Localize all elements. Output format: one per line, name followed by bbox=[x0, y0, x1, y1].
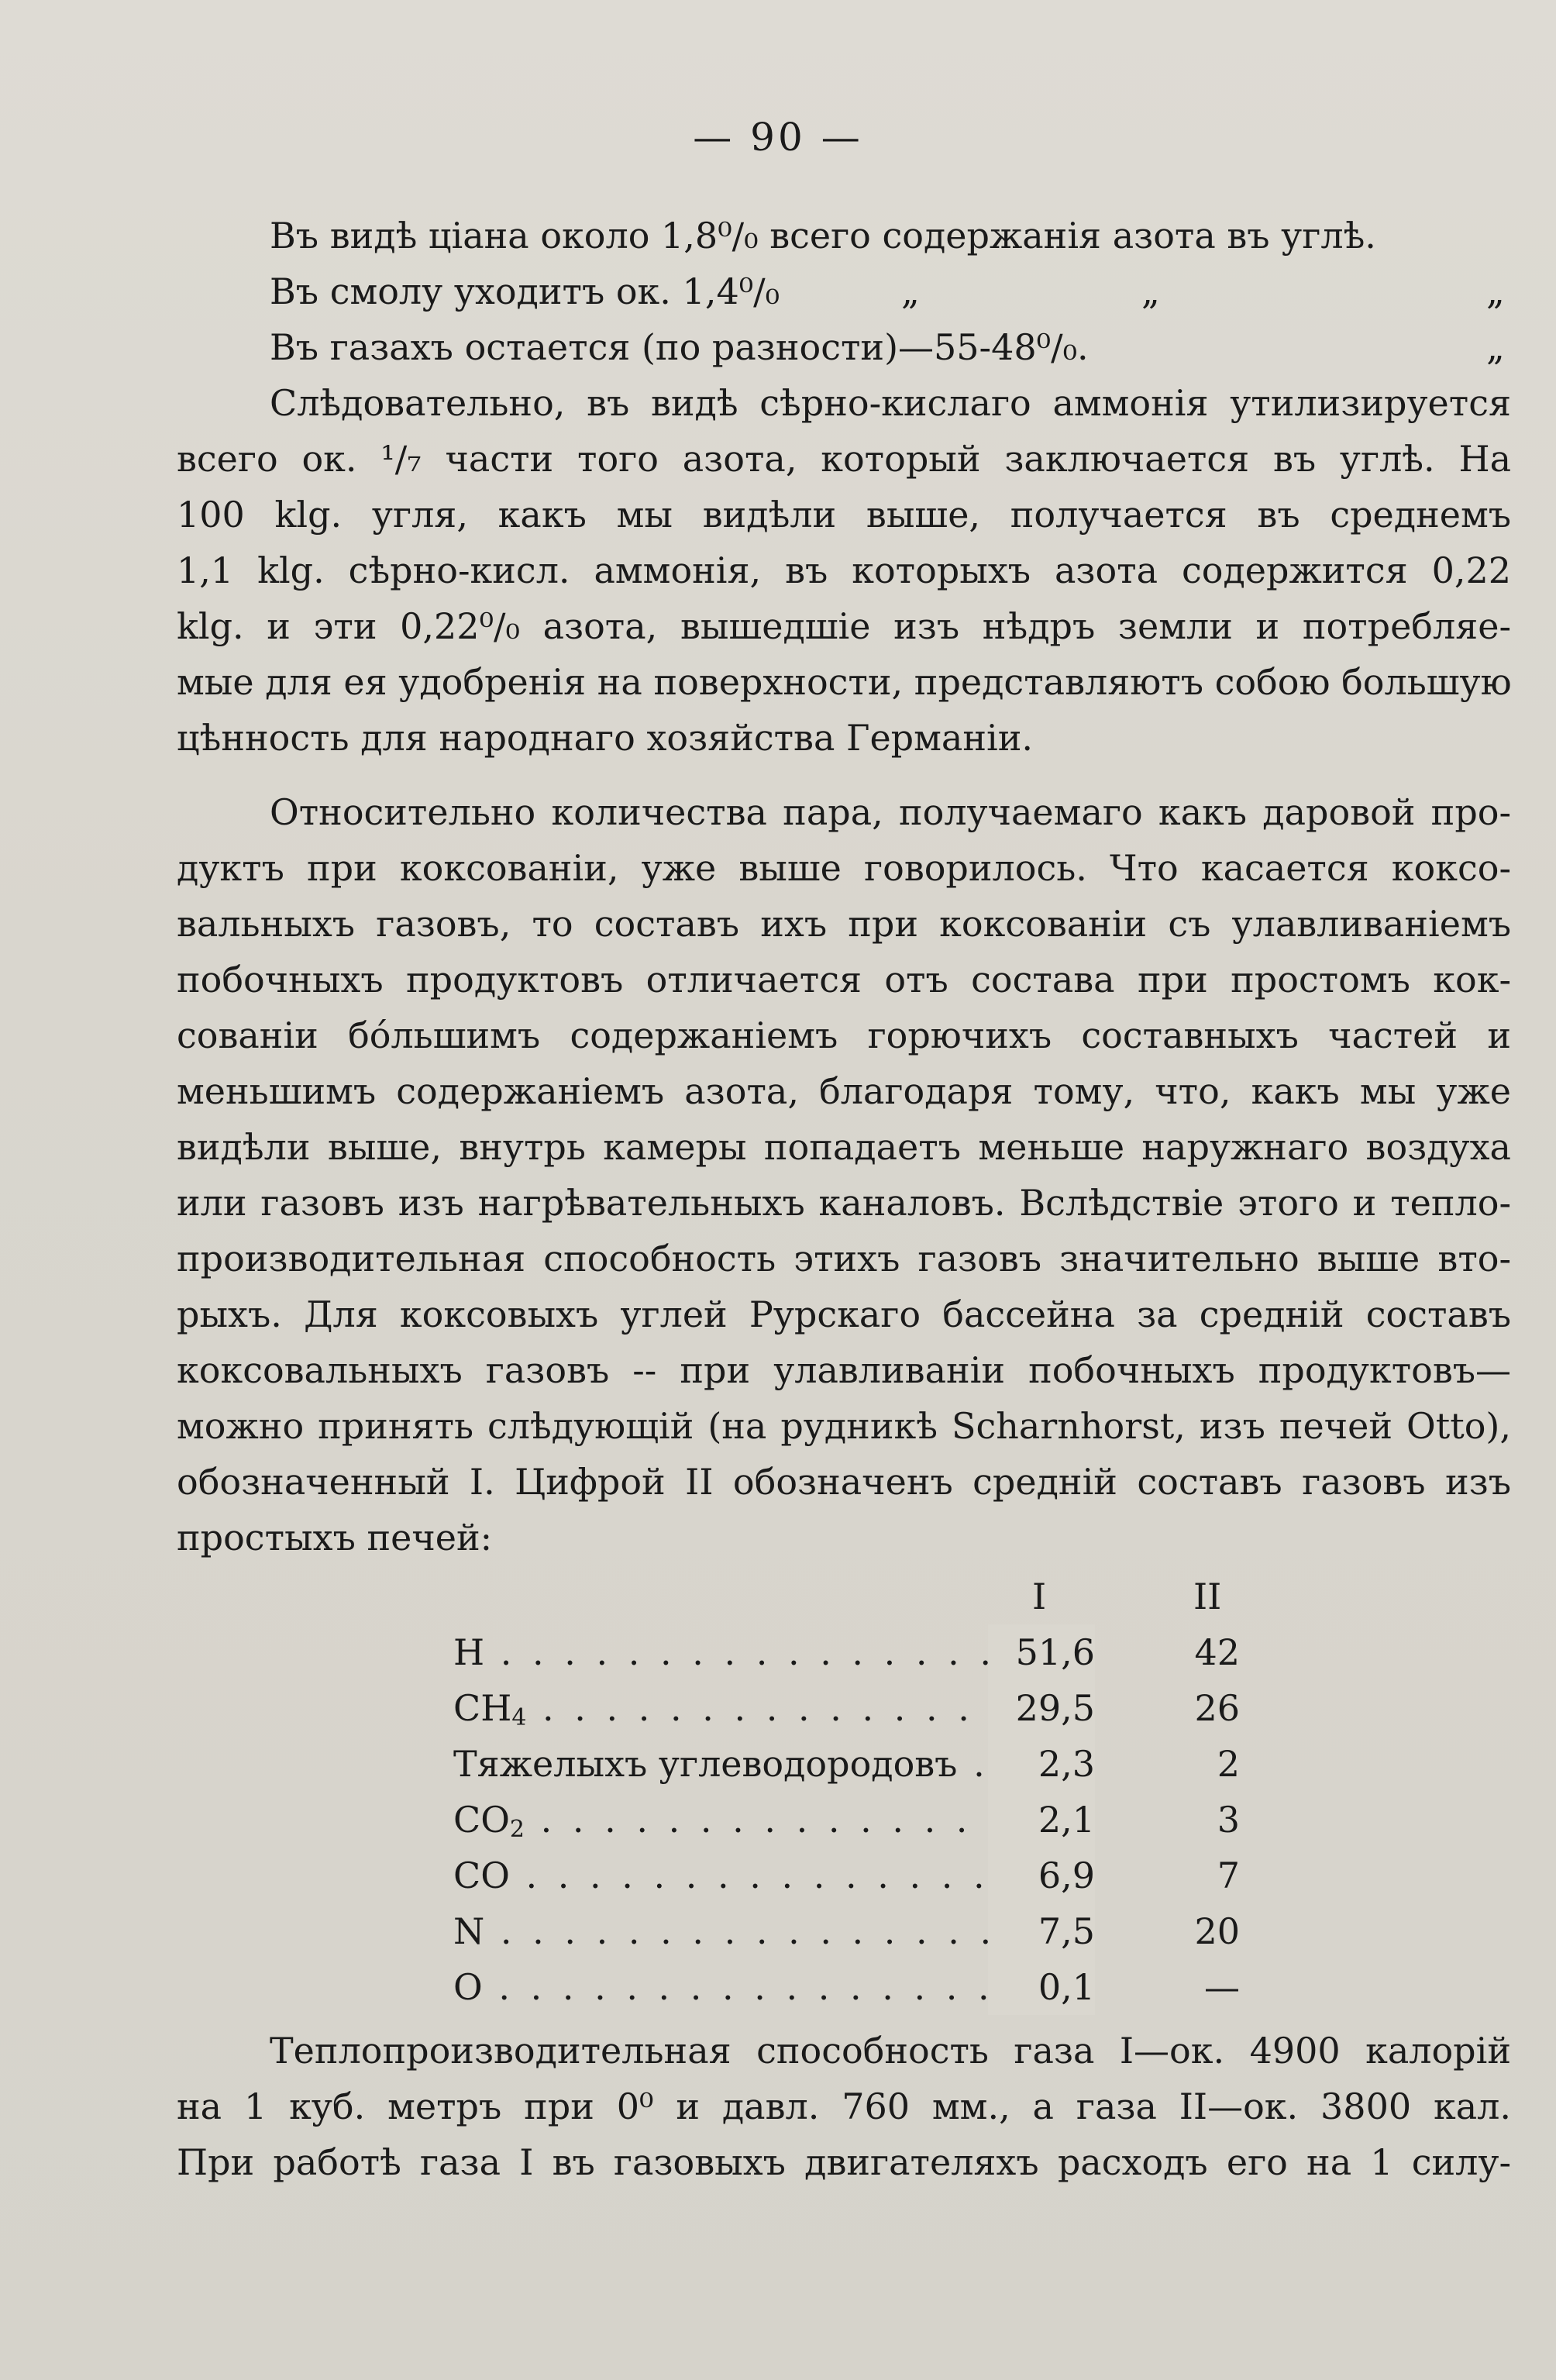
table-row bbox=[453, 1624, 1240, 1680]
lead-line-text: Въ газахъ остается (по разности)—55-48⁰/₀. bbox=[270, 326, 1089, 368]
value-ii: 42 bbox=[1194, 1631, 1240, 1673]
component-name: H bbox=[453, 1631, 485, 1673]
text-line: меньшимъ содержаніемъ азота, благодаря тому, что, какъ мы уже bbox=[177, 1070, 1511, 1112]
text-line: коксовальныхъ газовъ -- при улавливаніи побочныхъ продуктовъ— bbox=[177, 1349, 1511, 1391]
table-row bbox=[453, 1736, 1240, 1792]
value-i: 29,5 bbox=[988, 1680, 1095, 1736]
text-line: побочныхъ продуктовъ отличается отъ состава при простомъ кок- bbox=[177, 959, 1511, 1001]
text-line: Относительно количества пара, получаемаго какъ даровой про- bbox=[270, 791, 1511, 833]
column-header-ii: II bbox=[1193, 1576, 1222, 1617]
text-line: всего ок. ¹/₇ части того азота, который заключается въ углѣ. На bbox=[177, 438, 1511, 480]
text-line: вальныхъ газовъ, то составъ ихъ при коксованіи съ улавливаніемъ bbox=[177, 903, 1511, 945]
text-line: производительная способность этихъ газовъ значительно выше вто- bbox=[177, 1238, 1511, 1280]
text-line: простыхъ печей: bbox=[177, 1517, 493, 1559]
component-subscript: 2 bbox=[509, 1816, 525, 1843]
text-line: klg. и эти 0,22⁰/₀ азота, вышедшіе изъ нѣдръ земли и потребляе- bbox=[177, 605, 1511, 647]
text-line: При работѣ газа I въ газовыхъ двигателяхъ расходъ его на 1 силу- bbox=[177, 2141, 1511, 2183]
component-name: O bbox=[453, 1966, 483, 2008]
ditto-mark: „ bbox=[901, 270, 920, 312]
table-row bbox=[453, 1903, 1240, 1959]
text-line: Слѣдовательно, въ видѣ сѣрно-кислаго аммонія утилизируется bbox=[270, 382, 1511, 424]
table-row bbox=[453, 1848, 1240, 1903]
text-line: сованіи бо́льшимъ содержаніемъ горючихъ составныхъ частей и bbox=[177, 1014, 1511, 1056]
component-name: CH bbox=[453, 1687, 512, 1729]
value-ii: 20 bbox=[1194, 1910, 1240, 1952]
text-line: цѣнность для народнаго хозяйства Германіи. bbox=[177, 717, 1033, 759]
component-name: CO bbox=[453, 1799, 510, 1841]
lead-line-gas bbox=[177, 319, 1511, 375]
table-row bbox=[453, 1959, 1240, 2015]
table-body bbox=[453, 1624, 1240, 2015]
lead-line-text: Въ смолу уходитъ ок. 1,4⁰/₀ bbox=[270, 270, 780, 312]
text-line: 100 klg. угля, какъ мы видѣли выше, получается въ среднемъ bbox=[177, 494, 1511, 536]
text-line: рыхъ. Для коксовыхъ углей Рурскаго бассейна за средній составъ bbox=[177, 1293, 1511, 1335]
ditto-mark: „ bbox=[1486, 270, 1505, 312]
component-name: CO bbox=[453, 1855, 510, 1896]
page-number: — 90 — bbox=[693, 115, 863, 160]
text-line: Теплопроизводительная способность газа I—ок. 4900 калорій bbox=[270, 2030, 1511, 2072]
nitrogen-distribution-lines bbox=[177, 208, 1511, 375]
value-ii: 2 bbox=[1217, 1743, 1240, 1785]
lead-line-text: Въ видѣ ціана около 1,8⁰/₀ всего содержанія азота въ углѣ. bbox=[270, 215, 1376, 257]
lead-line-cyan bbox=[177, 208, 1511, 263]
paragraph-ammonium bbox=[177, 375, 1511, 766]
text-line: можно принять слѣдующій (на рудникѣ Scharnhorst, изъ печей Otto), bbox=[177, 1405, 1511, 1447]
component-subscript: 4 bbox=[511, 1704, 527, 1731]
ditto-mark: „ bbox=[1486, 326, 1505, 368]
value-ii: 7 bbox=[1217, 1855, 1240, 1896]
gas-composition-table bbox=[453, 1569, 1240, 2015]
text-line: видѣли выше, внутрь камеры попадаетъ меньше наружнаго воздуха bbox=[177, 1126, 1511, 1168]
paragraph-coking-gases bbox=[177, 784, 1511, 1565]
column-header-i: I bbox=[1032, 1576, 1047, 1617]
text-line: дуктъ при коксованіи, уже выше говорилось. Что касается коксо- bbox=[177, 847, 1511, 889]
paragraph-calorific-value bbox=[177, 2023, 1511, 2190]
component-label bbox=[453, 1959, 1054, 2025]
text-line: или газовъ изъ нагрѣвательныхъ каналовъ. Вслѣдствіе этого и тепло- bbox=[177, 1182, 1511, 1224]
table-header bbox=[453, 1569, 1228, 1624]
text-line: мые для ея удобренія на поверхности, представляютъ собою большую bbox=[177, 661, 1512, 703]
value-i: 7,5 bbox=[988, 1903, 1095, 1959]
value-i: 2,1 bbox=[988, 1792, 1095, 1848]
value-i: 51,6 bbox=[988, 1624, 1095, 1680]
ditto-mark: „ bbox=[1141, 270, 1160, 312]
value-ii: 26 bbox=[1194, 1687, 1240, 1729]
text-line: на 1 куб. метръ при 0⁰ и давл. 760 мм., а газа II—ок. 3800 кал. bbox=[177, 2086, 1511, 2127]
value-ii: — bbox=[1204, 1966, 1240, 2008]
value-i: 6,9 bbox=[988, 1848, 1095, 1903]
lead-line-tar bbox=[177, 263, 1511, 319]
value-ii: 3 bbox=[1217, 1799, 1240, 1841]
component-name: Тяжелыхъ углеводородовъ bbox=[453, 1743, 958, 1785]
text-line: обозначенный I. Цифрой II обозначенъ средній составъ газовъ изъ bbox=[177, 1461, 1511, 1503]
table-row bbox=[453, 1680, 1240, 1736]
value-i: 0,1 bbox=[988, 1959, 1095, 2015]
table-row bbox=[453, 1792, 1240, 1848]
component-name: N bbox=[453, 1910, 485, 1952]
text-line: 1,1 klg. сѣрно-кисл. аммонія, въ которыхъ азота содержится 0,22 bbox=[177, 549, 1511, 591]
value-i: 2,3 bbox=[988, 1736, 1095, 1792]
